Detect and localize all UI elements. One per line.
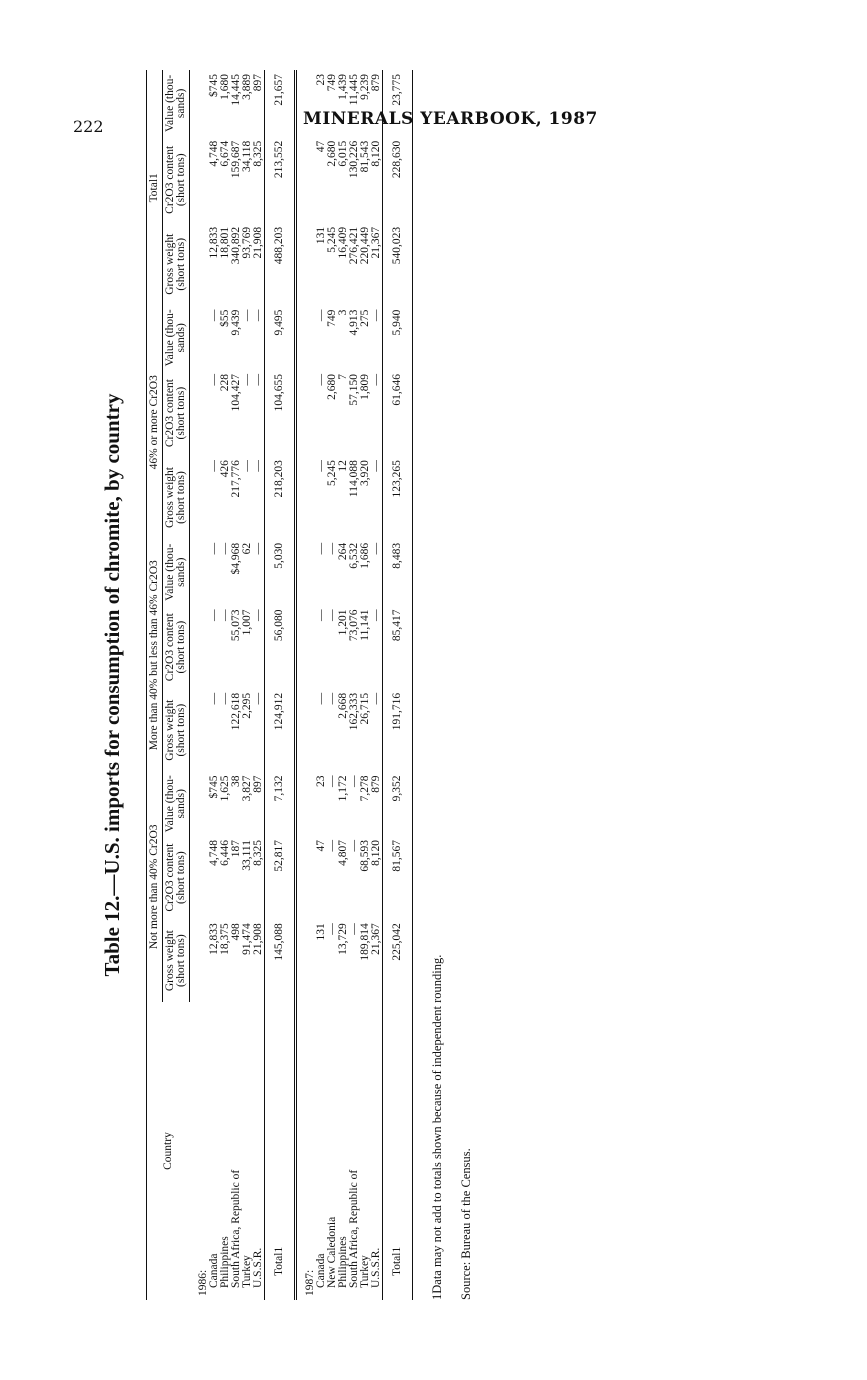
- value-cell: 897: [251, 775, 264, 793]
- value-cell: 4,913: [347, 309, 360, 336]
- value-cell: 57,150: [347, 374, 360, 406]
- value-cell: —: [251, 692, 264, 705]
- value-cell: —: [325, 542, 338, 555]
- value-cell: —: [369, 374, 382, 386]
- table-row: [338, 70, 349, 1300]
- value-cell: —: [207, 460, 220, 472]
- value-cell: 122,618: [229, 692, 242, 731]
- country-cell: U.S.S.R.: [369, 1247, 382, 1288]
- value-cell: 8,325: [251, 140, 264, 167]
- value-cell: 3: [336, 309, 349, 316]
- value-cell: 23: [314, 74, 327, 86]
- total-row: [264, 70, 295, 1300]
- value-cell: 1,201: [336, 609, 349, 636]
- total-value-cell: 123,265: [382, 456, 412, 539]
- country-cell: Philippines: [218, 1236, 231, 1288]
- value-cell: 6,446: [218, 839, 231, 866]
- value-cell: —: [207, 309, 220, 322]
- source-note: Source: Bureau of the Census.: [459, 1148, 473, 1300]
- country-cell: Philippines: [336, 1236, 349, 1288]
- total-value-cell: 104,655: [264, 370, 295, 456]
- value-cell: —: [240, 460, 253, 472]
- total-value-cell: 23,775: [382, 70, 412, 137]
- value-cell: 47: [314, 140, 327, 153]
- value-cell: 3,827: [240, 775, 253, 802]
- subheader-cr2o3-content: Cr2O3 content (short tons): [163, 606, 190, 689]
- total-value-cell: 218,203: [264, 456, 295, 539]
- total-value-cell: 213,552: [264, 137, 295, 223]
- footnote: 1Data may not add to totals shown because of independent rounding.: [430, 954, 444, 1300]
- value-cell: 130,226: [347, 140, 360, 179]
- table-row: [231, 70, 242, 1300]
- total-row: [382, 70, 412, 1300]
- value-cell: 3,920: [358, 460, 371, 487]
- value-cell: 897: [251, 74, 264, 92]
- total-label: Total1: [264, 1002, 295, 1300]
- value-cell: 162,333: [347, 692, 360, 731]
- value-cell: 4,748: [207, 839, 220, 866]
- country-cell: U.S.S.R.: [251, 1247, 264, 1288]
- total-value-cell: 81,567: [382, 836, 412, 919]
- value-cell: —: [325, 609, 338, 622]
- subheader-cr2o3-content: Cr2O3 content (short tons): [163, 137, 190, 223]
- value-cell: —: [251, 374, 264, 386]
- value-cell: —: [347, 775, 360, 788]
- value-cell: 18,801: [218, 226, 231, 259]
- subheader-value: Value (thou- sands): [163, 539, 190, 606]
- value-cell: 228: [218, 374, 231, 392]
- value-cell: 6,532: [347, 542, 360, 569]
- value-cell: —: [314, 374, 327, 386]
- total-value-cell: 56,080: [264, 606, 295, 689]
- value-cell: —: [314, 309, 327, 322]
- table-row: [327, 70, 338, 1300]
- value-cell: —: [218, 609, 231, 622]
- value-cell: 21,908: [251, 923, 264, 955]
- value-cell: 34,118: [240, 140, 253, 172]
- value-cell: $745: [207, 775, 220, 799]
- value-cell: 275: [358, 309, 371, 327]
- value-cell: 2,680: [325, 140, 338, 167]
- country-cell: Canada: [314, 1253, 327, 1288]
- value-cell: 12,833: [207, 226, 220, 259]
- subheader-cr2o3-content: Cr2O3 content (short tons): [163, 836, 190, 919]
- value-cell: 8,325: [251, 839, 264, 866]
- value-cell: 6,015: [336, 140, 349, 167]
- table-row: [253, 70, 265, 1300]
- value-cell: —: [251, 460, 264, 472]
- value-cell: 1,625: [218, 775, 231, 802]
- value-cell: $4,968: [229, 542, 242, 575]
- table-row: [242, 70, 253, 1300]
- value-cell: 187: [229, 839, 242, 858]
- value-cell: 81,543: [358, 140, 371, 173]
- value-cell: 12,833: [207, 923, 220, 955]
- value-cell: 189,814: [358, 923, 371, 961]
- value-cell: 12: [336, 460, 349, 472]
- value-cell: —: [251, 542, 264, 555]
- table-row: [371, 70, 383, 1300]
- value-cell: 104,427: [229, 374, 242, 412]
- value-cell: 21,367: [369, 226, 382, 259]
- value-cell: —: [325, 839, 338, 852]
- group-header-40-to-46: More than 40% but less than 46% Cr2O3: [147, 539, 163, 772]
- value-cell: —: [314, 692, 327, 705]
- value-cell: 879: [369, 74, 382, 92]
- country-cell: Turkey: [358, 1255, 371, 1288]
- group-header-46-or-more: 46% or more Cr2O3: [147, 306, 163, 539]
- country-cell: Turkey: [240, 1255, 253, 1288]
- subheader-gross-weight: Gross weight (short tons): [163, 456, 190, 539]
- value-cell: 8,120: [369, 839, 382, 866]
- value-cell: 23: [314, 775, 327, 788]
- subheader-value: Value (thou- sands): [163, 306, 190, 370]
- value-cell: 131: [314, 923, 327, 941]
- subheader-gross-weight: Gross weight (short tons): [163, 689, 190, 772]
- value-cell: —: [369, 609, 382, 622]
- value-cell: 114,088: [347, 460, 360, 498]
- value-cell: —: [369, 309, 382, 322]
- total-value-cell: 7,132: [264, 772, 295, 836]
- country-cell: South Africa, Republic of: [229, 1169, 242, 1288]
- total-value-cell: 52,817: [264, 836, 295, 919]
- value-cell: —: [347, 839, 360, 852]
- value-cell: —: [207, 374, 220, 386]
- value-cell: 1,680: [218, 74, 231, 100]
- subheader-cr2o3-content: Cr2O3 content (short tons): [163, 370, 190, 456]
- country-header: Country: [147, 1002, 190, 1300]
- value-cell: 68,593: [358, 839, 371, 872]
- rotated-table-block: [100, 70, 480, 1300]
- value-cell: 16,409: [336, 226, 349, 259]
- value-cell: 131: [314, 226, 327, 245]
- value-cell: 498: [229, 923, 242, 941]
- total-value-cell: 191,716: [382, 689, 412, 772]
- table-row: [360, 70, 371, 1300]
- year-label: 1987:: [303, 1269, 316, 1296]
- value-cell: —: [325, 692, 338, 705]
- value-cell: 14,445: [229, 74, 242, 106]
- value-cell: 9,239: [358, 74, 371, 100]
- total-value-cell: 225,042: [382, 919, 412, 1002]
- value-cell: 93,769: [240, 226, 253, 259]
- value-cell: 55,073: [229, 609, 242, 642]
- value-cell: 4,807: [336, 839, 349, 866]
- value-cell: 33,111: [240, 839, 253, 871]
- value-cell: 159,687: [229, 140, 242, 179]
- value-cell: $55: [218, 309, 231, 327]
- value-cell: 2,295: [240, 692, 253, 719]
- group-header-not-more-40: Not more than 40% Cr2O3: [147, 772, 163, 1002]
- total-value-cell: 124,912: [264, 689, 295, 772]
- value-cell: 8,120: [369, 140, 382, 167]
- subheader-value: Value (thou- sands): [163, 772, 190, 836]
- table-row: [220, 70, 231, 1300]
- value-cell: 11,141: [358, 609, 371, 641]
- chromite-imports-table: [146, 70, 413, 1300]
- group-header-total: Total1: [147, 70, 163, 306]
- country-cell: South Africa, Republic of: [347, 1169, 360, 1288]
- value-cell: —: [325, 775, 338, 788]
- total-value-cell: 145,088: [264, 919, 295, 1002]
- value-cell: 220,449: [358, 226, 371, 265]
- subheader-gross-weight: Gross weight (short tons): [163, 223, 190, 306]
- year-label: 1986:: [196, 1269, 209, 1296]
- total-label: Total1: [382, 1002, 412, 1300]
- value-cell: —: [314, 609, 327, 622]
- value-cell: —: [347, 923, 360, 935]
- total-value-cell: 61,646: [382, 370, 412, 456]
- value-cell: 2,668: [336, 692, 349, 719]
- table-row: [349, 70, 360, 1300]
- table-notes: [430, 955, 488, 1300]
- value-cell: 879: [369, 775, 382, 793]
- total-value-cell: 9,352: [382, 772, 412, 836]
- value-cell: 13,729: [336, 923, 349, 955]
- value-cell: 91,474: [240, 923, 253, 955]
- value-cell: 9,439: [229, 309, 242, 336]
- country-cell: Canada: [207, 1253, 220, 1288]
- value-cell: —: [207, 609, 220, 622]
- value-cell: 6,674: [218, 140, 231, 167]
- value-cell: 264: [336, 542, 349, 561]
- table-row: [316, 70, 327, 1300]
- value-cell: —: [218, 542, 231, 555]
- value-cell: 47: [314, 839, 327, 852]
- value-cell: —: [218, 692, 231, 705]
- value-cell: 7,278: [358, 775, 371, 802]
- value-cell: 38: [229, 775, 242, 788]
- table-row: [209, 70, 220, 1300]
- value-cell: —: [314, 542, 327, 555]
- value-cell: 217,776: [229, 460, 242, 498]
- total-value-cell: 9,495: [264, 306, 295, 370]
- table-title: Table 12.—U.S. imports for consumption of chromite, by country: [100, 393, 124, 977]
- value-cell: —: [207, 542, 220, 555]
- value-cell: 749: [325, 74, 338, 92]
- value-cell: 749: [325, 309, 338, 327]
- value-cell: 2,680: [325, 374, 338, 400]
- subheader-value: Value (thou- sands): [163, 70, 190, 137]
- value-cell: 426: [218, 460, 231, 478]
- value-cell: 340,892: [229, 226, 242, 265]
- subheader-gross-weight: Gross weight (short tons): [163, 919, 190, 1002]
- value-cell: 1,809: [358, 374, 371, 400]
- value-cell: —: [369, 692, 382, 705]
- value-cell: 11,445: [347, 74, 360, 106]
- value-cell: —: [240, 374, 253, 386]
- total-value-cell: 8,483: [382, 539, 412, 606]
- value-cell: —: [369, 542, 382, 555]
- total-value-cell: 540,023: [382, 223, 412, 306]
- value-cell: —: [325, 923, 338, 935]
- value-cell: 21,908: [251, 226, 264, 259]
- total-value-cell: 21,657: [264, 70, 295, 137]
- value-cell: 276,421: [347, 226, 360, 265]
- value-cell: —: [251, 609, 264, 622]
- value-cell: 1,007: [240, 609, 253, 636]
- value-cell: 73,076: [347, 609, 360, 642]
- value-cell: 5,245: [325, 460, 338, 487]
- value-cell: —: [314, 460, 327, 472]
- total-value-cell: 5,940: [382, 306, 412, 370]
- value-cell: —: [251, 309, 264, 322]
- running-head: MINERALS YEARBOOK, 1987: [303, 109, 598, 129]
- value-cell: 18,375: [218, 923, 231, 955]
- value-cell: 1,439: [336, 74, 349, 100]
- total-value-cell: 85,417: [382, 606, 412, 689]
- value-cell: 7: [336, 374, 349, 380]
- total-value-cell: 228,630: [382, 137, 412, 223]
- value-cell: 3,889: [240, 74, 253, 100]
- value-cell: 21,367: [369, 923, 382, 955]
- country-cell: New Caledonia: [325, 1216, 338, 1288]
- value-cell: —: [369, 460, 382, 472]
- value-cell: 4,748: [207, 140, 220, 167]
- value-cell: —: [207, 692, 220, 705]
- value-cell: 1,686: [358, 542, 371, 569]
- value-cell: 1,172: [336, 775, 349, 802]
- value-cell: 26,715: [358, 692, 371, 725]
- value-cell: —: [240, 309, 253, 322]
- total-value-cell: 488,203: [264, 223, 295, 306]
- total-value-cell: 5,030: [264, 539, 295, 606]
- page-number: 222: [73, 117, 104, 136]
- value-cell: $745: [207, 74, 220, 97]
- value-cell: 62: [240, 542, 253, 555]
- value-cell: 5,245: [325, 226, 338, 253]
